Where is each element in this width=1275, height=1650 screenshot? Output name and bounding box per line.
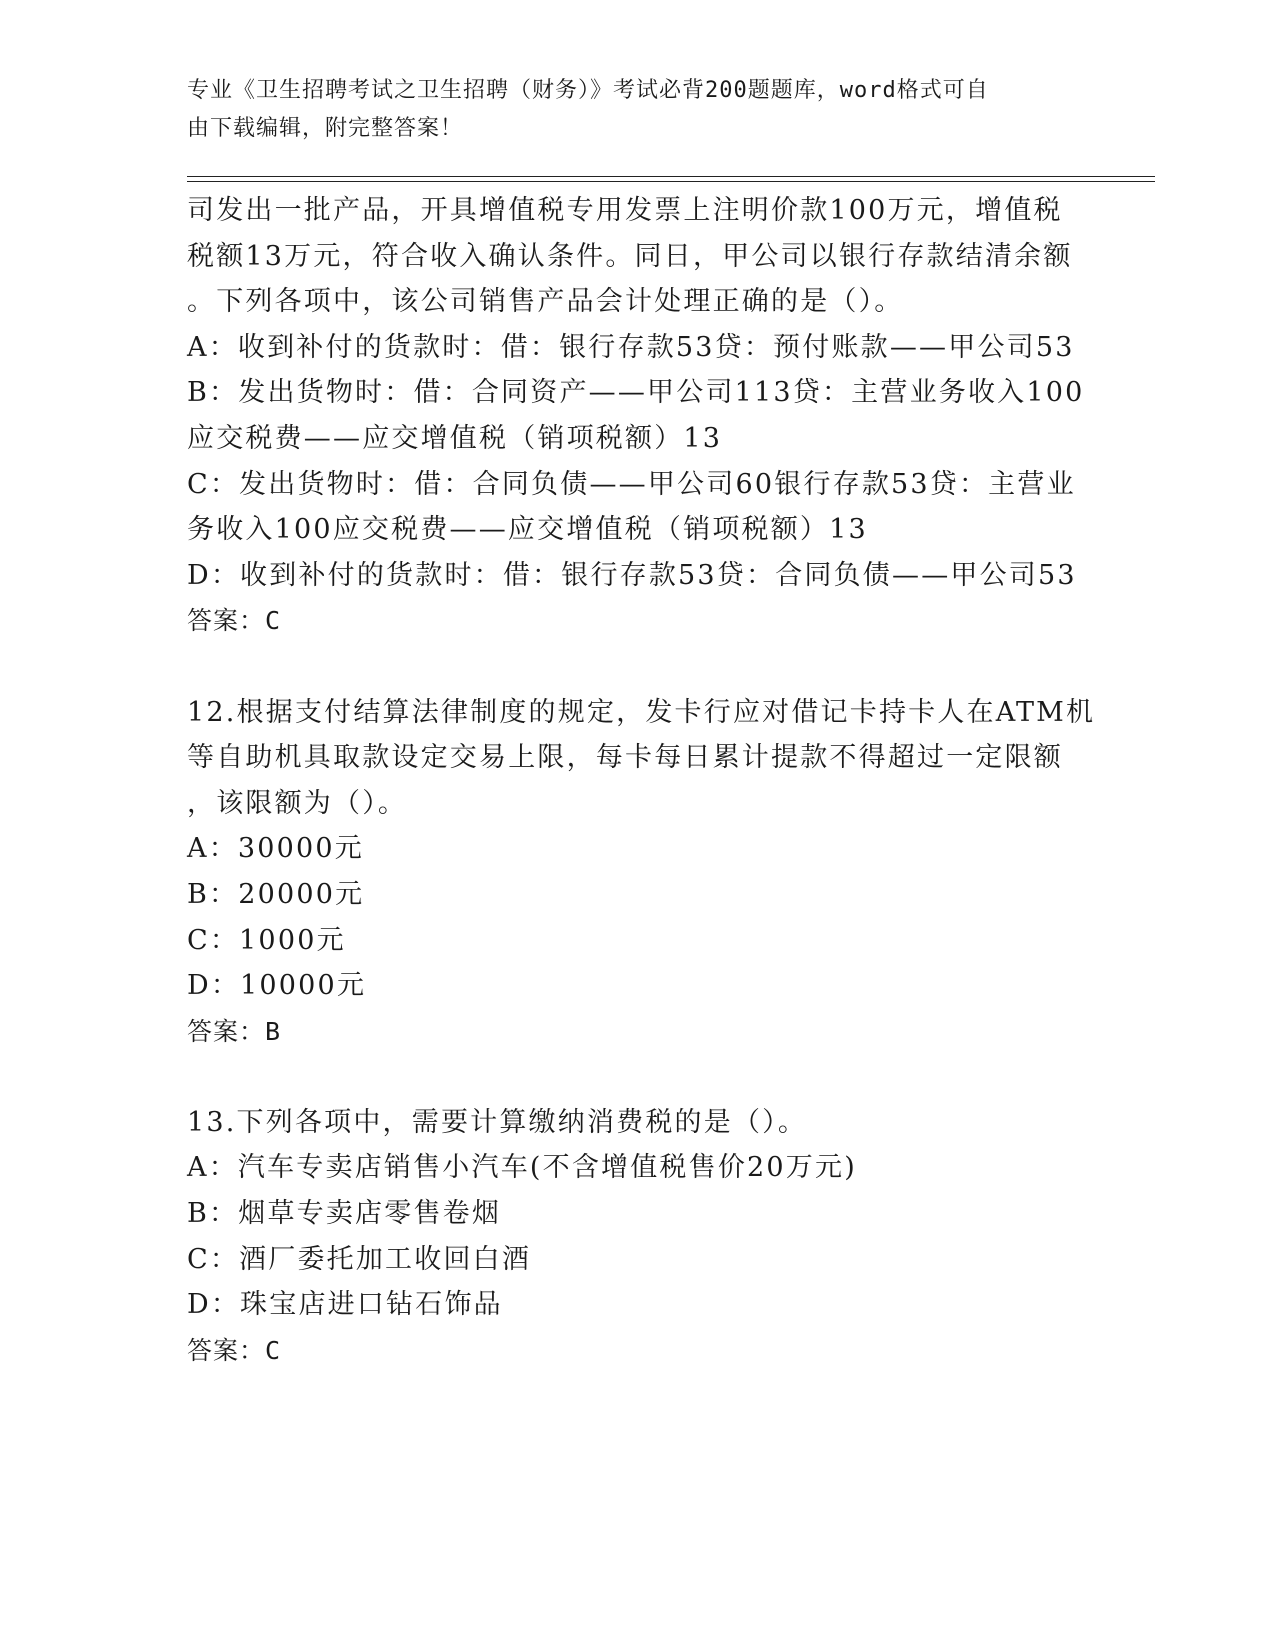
question-12-stem-line-2: 等自助机具取款设定交易上限，每卡每日累计提款不得超过一定限额 xyxy=(187,742,1063,774)
question-12-answer: 答案：B xyxy=(187,1016,282,1046)
question-13-option-b: B：烟草专卖店零售卷烟 xyxy=(187,1198,502,1230)
question-11-stem-line-1: 司发出一批产品，开具增值税专用发票上注明价款100万元，增值税 xyxy=(187,195,1063,226)
question-13-stem-line-1: 13.下列各项中，需要计算缴纳消费税的是（）。 xyxy=(187,1106,808,1138)
question-12-stem-line-1: 12.根据支付结算法律制度的规定，发卡行应对借记卡持卡人在ATM机 xyxy=(187,696,1096,728)
question-11-option-c-line-1: C：发出货物时：借：合同负债——甲公司60银行存款53贷：主营业 xyxy=(187,468,1076,500)
question-12-option-a: A：30000元 xyxy=(187,833,364,865)
header-line-1: 专业《卫生招聘考试之卫生招聘（财务）》考试必背200题题库，word格式可自 xyxy=(187,78,989,103)
question-12 xyxy=(187,690,1096,1055)
question-11-option-b-line-2: 应交税费——应交增值税（销项税额）13 xyxy=(187,422,723,454)
header-divider-top xyxy=(187,176,1155,177)
question-12-option-c: C：1000元 xyxy=(187,924,346,956)
question-11-answer: 答案：C xyxy=(187,606,282,636)
question-12-option-b: B：20000元 xyxy=(187,878,365,910)
question-11-option-c-line-2: 务收入100应交税费——应交增值税（销项税额）13 xyxy=(187,514,868,546)
document-header xyxy=(187,72,1087,148)
question-13-option-d: D：珠宝店进口钻石饰品 xyxy=(187,1289,503,1321)
question-11-option-a: A：收到补付的货款时：借：银行存款53贷：预付账款——甲公司53 xyxy=(187,331,1075,363)
question-13-option-c: C：酒厂委托加工收回白酒 xyxy=(187,1243,532,1275)
header-line-2: 由下载编辑，附完整答案！ xyxy=(187,116,464,141)
question-13-answer: 答案：C xyxy=(187,1335,282,1365)
spacer xyxy=(187,644,1087,690)
question-11 xyxy=(187,188,1087,644)
question-11-option-b-line-1: B：发出货物时：借：合同资产——甲公司113贷：主营业务收入100 xyxy=(187,377,1085,409)
question-11-stem-line-3: 。下列各项中，该公司销售产品会计处理正确的是（）。 xyxy=(187,286,904,318)
question-11-option-d: D：收到补付的货款时：借：银行存款53贷：合同负债——甲公司53 xyxy=(187,559,1077,591)
question-13-option-a: A：汽车专卖店销售小汽车(不含增值税售价20万元) xyxy=(187,1152,857,1184)
spacer xyxy=(187,1054,1087,1100)
question-12-stem-line-3: ，该限额为（）。 xyxy=(187,787,408,819)
question-11-stem-line-2: 税额13万元，符合收入确认条件。同日，甲公司以银行存款结清余额 xyxy=(187,240,1073,272)
question-12-option-d: D：10000元 xyxy=(187,970,367,1002)
question-13 xyxy=(187,1100,1087,1374)
question-content xyxy=(187,188,1096,1373)
header-divider-bottom xyxy=(187,181,1155,182)
